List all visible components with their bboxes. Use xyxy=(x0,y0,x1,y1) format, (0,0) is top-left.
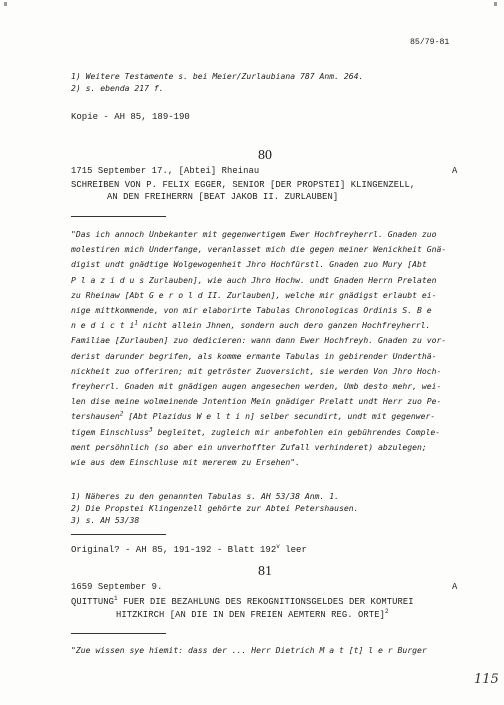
document-80-body-line: "Das ich annoch Unbekanter mit gegenwertigem Ewer Hochfreyherrl. Gnaden zuo xyxy=(71,229,437,239)
document-80-date: 1715 September 17., [Abtei] Rheinau xyxy=(71,166,260,176)
document-80-footnote-2: 2) Die Propstei Klingenzell gehörte zur Abtei Petershausen. xyxy=(71,503,359,513)
document-81-mark: A xyxy=(452,582,458,592)
document-80-source-line: Original? - AH 85, 191-192 - Blatt 192$^v$ leer xyxy=(71,543,307,555)
document-81-date: 1659 September 9. xyxy=(71,582,163,592)
top-footnote-1: 1) Weitere Testamente s. bei Meier/Zurlaubiana 787 Anm. 264. xyxy=(71,71,364,81)
document-81-heading-line-1: QUITTUNG$^1$ FUER DIE BEZAHLUNG DES REKOGNITIONSGELDES DER KOMTUREI xyxy=(71,595,414,607)
document-80-body-line: tershausen$^2$ [Abt Plazidus W e l t i n] selber secundirt, undt mit gegenwer- xyxy=(71,410,436,422)
scan-mark-left xyxy=(4,2,7,6)
document-80-body-line: zu Rheinaw [Abt G e r o l d II. Zurlauben], welche mir gnädigst erlaubt ei- xyxy=(71,289,437,300)
document-80-body-line: Familiae [Zurlauben] zuo dedicieren: wann dann Ewer Hochfreyh. Gnaden zu vor- xyxy=(71,335,447,346)
document-81-body-start: "Zue wissen sye hiemit: dass der ... Herr Dietrich M a t [t] l e r Burger xyxy=(71,645,427,655)
divider-rule xyxy=(71,216,166,217)
divider-rule xyxy=(71,633,166,634)
document-number-81: 81 xyxy=(258,564,272,579)
document-80-body-line: nickheit zuo offeriren; mit getröster Zuoversicht, sie werden Von Jhro Hoch- xyxy=(71,365,442,376)
top-footnote-2: 2) s. ebenda 217 f. xyxy=(71,83,164,93)
document-80-body-line: molestiren mich Underfange, veranlasset mich die gegen meiner Wenickheit Gnä- xyxy=(71,244,447,255)
document-80-body-line: len dise meine wolmeinende Jntention Mein gnädiger Prelatt undt Herr zuo Pe- xyxy=(71,396,442,407)
document-80-body-line: nige mittkommende, von mir elaborirte Tabulas Chronologicas Ordinis S. B e xyxy=(71,305,432,315)
divider-rule xyxy=(71,534,166,535)
document-80-heading-line-2: AN DEN FREIHERRN [BEAT JAKOB II. ZURLAUBEN] xyxy=(107,192,339,202)
page-reference: 85/79-81 xyxy=(410,38,450,47)
document-80-heading-line-1: SCHREIBEN VON P. FELIX EGGER, SENIOR [DER PROPSTEI] KLINGENZELL, xyxy=(71,180,416,190)
document-80-body-line: ment persöhnlich (so aber ein unverhoffter Zufall verhinderet) abzulegen; xyxy=(71,441,427,452)
document-80-footnote-3: 3) s. AH 53/38 xyxy=(71,515,140,525)
document-80-body-line: tigem Einschluss$^3$ begleitet, zugleich mir anbefohlen ein gebührendes Comple- xyxy=(71,425,441,437)
kopie-source-line: Kopie - AH 85, 189-190 xyxy=(71,112,190,122)
document-80-mark: A xyxy=(452,166,458,176)
handwritten-page-number: 115 xyxy=(474,672,499,687)
document-80-body-line: derist darunder begrifen, als komme ermante Tabulas in gebirender Underthä- xyxy=(71,350,437,361)
document-80-footnote-1: 1) Näheres zu den genannten Tabulas s. AH 53/38 Anm. 1. xyxy=(71,491,340,501)
document-81-heading-line-2: HITZKIRCH [AN DIE IN DEN FREIEN AEMTERN REG. ORTE]$^2$ xyxy=(116,608,389,620)
document-80-body-line: P l a z i d u s Zurlauben], wie auch Jhro Hochw. undt Gnaden Herrn Prelaten xyxy=(71,274,437,285)
document-80-body-line: digist undt gnädtige Wolgewogenheit Jhro Hochfürstl. Gnaden zuo Mury [Abt xyxy=(71,259,427,270)
document-number-80: 80 xyxy=(258,148,272,163)
document-80-body-line: freyherrl. Gnaden mit gnädigen augen angesechen werden, Umb desto mehr, wei- xyxy=(71,381,442,391)
document-80-body-line: n e d i c t $i^1$ nicht allein Jhnen, sondern auch dero ganzen Hochfreyherrl. xyxy=(71,319,431,331)
document-80-body-line: wie aus dem Einschluse mit mererem zu Ersehen". xyxy=(71,457,301,467)
scan-mark-right xyxy=(494,2,497,6)
